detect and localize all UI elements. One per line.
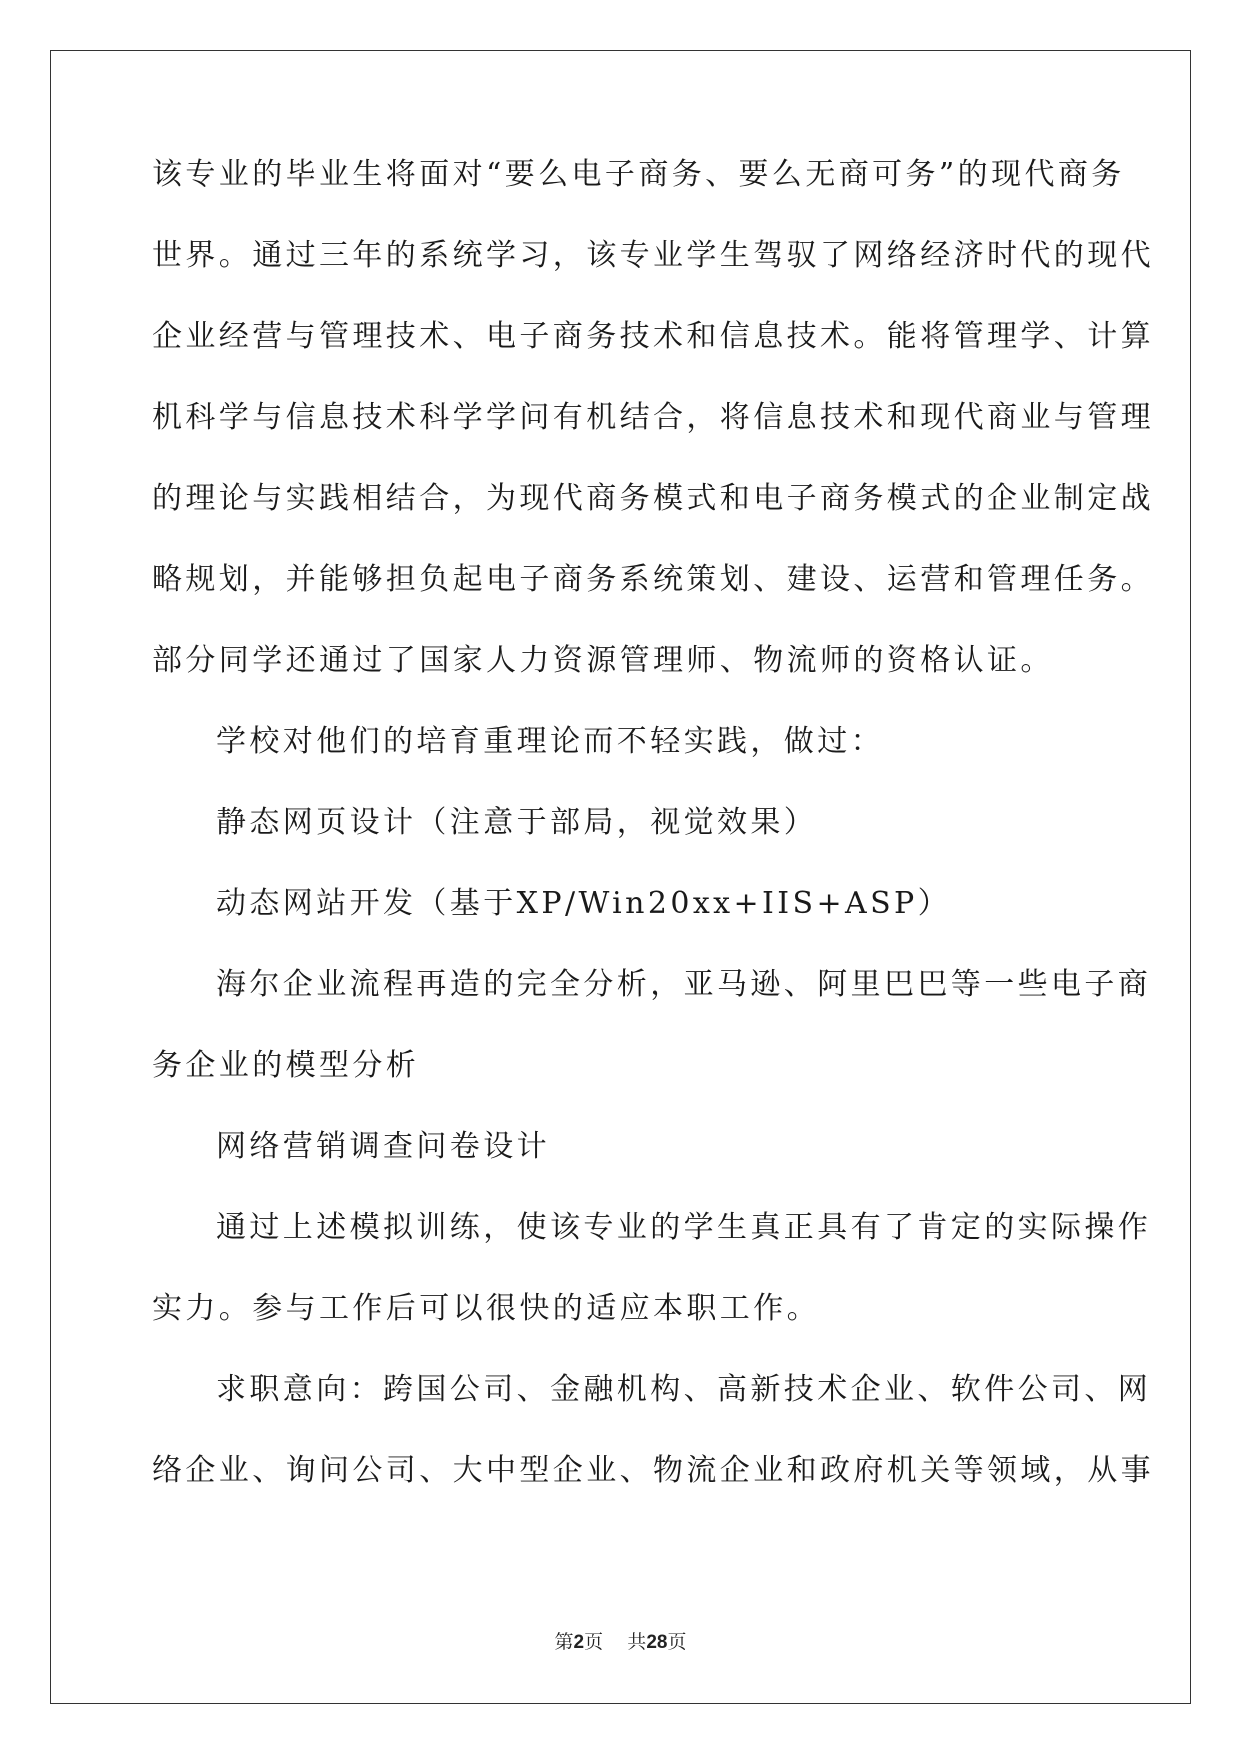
text-line: 动态网站开发（基于XP/Win20xx+IIS+ASP） [216,886,952,921]
text-line: 求职意向：跨国公司、金融机构、高新技术企业、软件公司、网 [216,1372,1152,1407]
document-body [152,157,1154,1537]
current-page-number: 2 [573,1632,585,1653]
text-line: 静态网页设计（注意于部局，视觉效果） [216,805,818,840]
text-line: 学校对他们的培育重理论而不轻实践，做过： [216,724,884,759]
text-line: 该专业的毕业生将面对“要么电子商务、要么无商可务”的现代商务 [152,157,1125,192]
text-line: 企业经营与管理技术、电子商务技术和信息技术。能将管理学、计算 [152,319,1154,354]
text-line: 实力。参与工作后可以很快的适应本职工作。 [152,1291,820,1326]
text-line: 机科学与信息技术科学学问有机结合，将信息技术和现代商业与管理 [152,400,1154,435]
footer-prefix: 第 [554,1631,574,1653]
text-line: 务企业的模型分析 [152,1048,420,1083]
footer-total-prefix: 共 [627,1631,647,1653]
text-line: 网络营销调查问卷设计 [216,1129,550,1164]
text-line: 络企业、询问公司、大中型企业、物流企业和政府机关等领域，从事 [152,1453,1154,1488]
text-line: 海尔企业流程再造的完全分析，亚马逊、阿里巴巴等一些电子商 [216,967,1152,1002]
text-line: 世界。通过三年的系统学习，该专业学生驾驭了网络经济时代的现代 [152,238,1154,273]
text-line: 略规划，并能够担负起电子商务系统策划、建设、运营和管理任务。 [152,562,1154,597]
page-footer [0,1627,1241,1654]
footer-page-unit: 页 [584,1631,604,1653]
text-line: 的理论与实践相结合，为现代商务模式和电子商务模式的企业制定战 [152,481,1154,516]
total-pages-number: 28 [646,1632,668,1653]
footer-total-unit: 页 [667,1631,687,1653]
text-line: 部分同学还通过了国家人力资源管理师、物流师的资格认证。 [152,643,1054,678]
text-line: 通过上述模拟训练，使该专业的学生真正具有了肯定的实际操作 [216,1210,1152,1245]
